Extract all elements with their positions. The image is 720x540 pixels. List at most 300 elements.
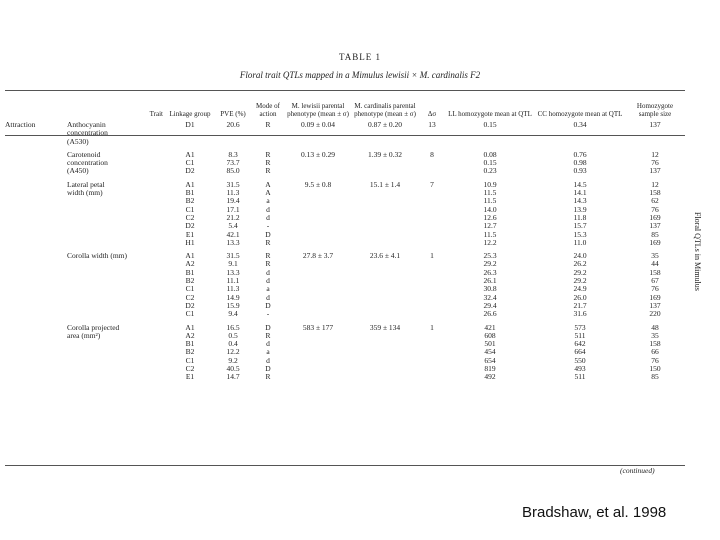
table-cell: 15.9 [226,301,240,310]
table-cell [351,357,419,365]
header-cell: M. cardinalis parental phenotype (mean ± σ) [354,102,416,118]
table-row [5,176,685,189]
header-cell: Δσ [427,110,437,118]
table-cell: C1 [185,159,195,168]
table-cell [165,129,215,137]
trait-cell [67,197,165,205]
table-cell [285,129,351,137]
table-cell: 7 [430,179,434,189]
trait-cell [67,269,165,277]
table-cell: 0.5 [228,331,238,340]
trait-cell [67,357,165,365]
category-cell [5,138,67,146]
table-row [5,294,685,302]
trait-cell: width (mm) [67,189,103,198]
table-cell: 31.5 [226,251,240,261]
category-cell [5,159,67,167]
table-cell: 137 [649,222,661,231]
table-cell [419,239,445,247]
table-cell: 9.1 [228,260,238,269]
table-cell [351,348,419,356]
trait-cell [67,294,165,302]
table-cell: 150 [649,365,661,374]
table-cell: 12.7 [483,222,497,231]
table-cell: a [266,348,270,357]
table-cell [351,197,419,205]
category-cell [5,348,67,356]
category-cell [5,302,67,310]
table-cell: d [266,340,270,349]
table-cell [285,197,351,205]
table-cell [419,159,445,167]
table-row [5,206,685,214]
table-row [5,239,685,247]
table-cell: 0.13 ± 0.29 [300,149,336,159]
table-cell [419,231,445,239]
table-cell: 359 ± 134 [369,322,401,332]
table-cell: R [265,149,271,159]
trait-cell [67,285,165,293]
table-cell: C1 [185,356,195,365]
table-cell [419,332,445,340]
table-cell: 13 [428,121,436,129]
category-cell [5,206,67,214]
table-cell: D [265,365,271,374]
table-cell: 654 [484,356,496,365]
table-row [5,214,685,222]
table-row [5,348,685,356]
table-cell [285,222,351,230]
bottom-rule [5,465,685,466]
header-cell: PVE (%) [220,110,246,118]
table-cell [351,269,419,277]
table-cell: 169 [649,238,661,247]
table-cell [285,357,351,365]
header-cell: Linkage group [169,110,211,118]
table-cell: 24.9 [573,285,587,294]
table-row [5,121,685,129]
table-cell: 11.0 [573,238,587,247]
table-cell [285,348,351,356]
table-cell [285,167,351,175]
table-cell: 11.3 [226,285,240,294]
table-cell: 32.4 [483,293,497,302]
header-cell: M. lewisii parental phenotype (mean ± σ) [287,102,349,118]
table-cell: 26.3 [483,268,497,277]
running-head: Floral QTLs in Mimulus [693,212,702,291]
table-cell: 29.2 [573,268,587,277]
table-cell: 0.15 [483,121,497,129]
table-cell [351,231,419,239]
table-row [5,319,685,332]
table-cell: 15.7 [573,222,587,231]
table-cell [535,129,625,137]
category-cell [5,239,67,247]
table-cell: R [265,167,271,176]
table-cell [285,310,351,318]
table-cell: 85 [651,373,659,382]
table-cell: D2 [185,222,195,231]
table-cell: B1 [185,268,195,277]
category-cell [5,167,67,175]
table-cell: 9.2 [228,356,238,365]
table-cell [351,159,419,167]
trait-cell [67,277,165,285]
table-cell: 11.3 [226,189,240,198]
table-cell [285,302,351,310]
table-cell: 12.6 [483,213,497,222]
table-cell: D [265,230,271,239]
table-row [5,197,685,205]
table-cell: 21.7 [573,301,587,310]
table-cell: 0.09 ± 0.04 [300,121,336,129]
table-cell: B2 [185,197,195,206]
table-cell [351,138,419,146]
table-cell [419,357,445,365]
table-cell: 42.1 [226,230,240,239]
category-cell [5,294,67,302]
table-cell [351,206,419,214]
table-cell: A [265,179,271,189]
table-cell: a [266,285,270,294]
table-cell: 0.93 [573,167,587,176]
table-cell: 25.3 [483,251,497,261]
table-cell: 14.9 [226,293,240,302]
table-cell [419,260,445,268]
table-cell: A2 [185,331,195,340]
table-cell [285,277,351,285]
table-cell [419,206,445,214]
table-cell: R [265,373,271,382]
table-cell [419,310,445,318]
table-cell: 12.2 [483,238,497,247]
table-cell: 14.3 [573,197,587,206]
table-cell: C1 [185,285,195,294]
table-cell: d [266,293,270,302]
table-cell: 0.76 [573,149,587,159]
table-row [5,247,685,260]
trait-cell [67,222,165,230]
table-cell: 8.3 [228,149,238,159]
table-cell: 66 [651,348,659,357]
table-cell: E1 [185,230,195,239]
trait-cell [67,302,165,310]
table-cell: 76 [651,159,659,168]
table-cell: 15.1 ± 1.4 [369,179,401,189]
top-rule [5,90,685,91]
table-cell [351,310,419,318]
table-cell: a [266,197,270,206]
table-cell: 67 [651,277,659,286]
table-cell [445,138,535,146]
table-cell [351,239,419,247]
table-cell [285,365,351,373]
citation: Bradshaw, et al. 1998 [522,504,667,521]
table-cell: 21.2 [226,213,240,222]
table-cell [251,138,285,146]
table-cell: 137 [649,167,661,176]
table-cell: 0.15 [483,159,497,168]
table-cell [445,129,535,137]
category-cell [5,214,67,222]
table-cell: A1 [185,179,195,189]
table-cell: 5.4 [228,222,238,231]
table-cell: 0.4 [228,340,238,349]
trait-cell [67,348,165,356]
table-cell: d [266,277,270,286]
table-row [5,373,685,381]
table-cell [351,373,419,381]
table-cell [285,138,351,146]
category-cell [5,231,67,239]
table-cell: 15.3 [573,230,587,239]
table-cell: 31.6 [573,310,587,319]
table-row [5,260,685,268]
trait-cell [67,365,165,373]
table-cell: 12 [651,149,659,159]
table-cell: 30.8 [483,285,497,294]
header-row [5,102,685,121]
table-cell: 11.8 [573,213,587,222]
table-title: TABLE 1 [338,52,382,62]
table-cell: R [265,159,271,168]
trait-cell: Lateral petal [67,179,105,189]
category-cell [5,269,67,277]
table-row [5,222,685,230]
table-cell [285,294,351,302]
table-cell: d [266,205,270,214]
table-cell [285,340,351,348]
table-cell [419,365,445,373]
table-cell: 26.2 [573,260,587,269]
trait-cell: Corolla projected [67,322,120,332]
category-cell [5,277,67,285]
continued-note: (continued) [620,466,655,475]
table-cell: 220 [649,310,661,319]
table-cell: 17.1 [226,205,240,214]
table-cell: - [266,310,270,319]
table-cell: 0.23 [483,167,497,176]
table-cell [419,222,445,230]
table-cell: 26.0 [573,293,587,302]
table-cell: 9.5 ± 0.8 [304,179,332,189]
category-cell [5,222,67,230]
trait-cell [67,373,165,381]
table-cell: 24.0 [573,251,587,261]
table-cell: 0.87 ± 0.20 [367,121,403,129]
table-cell: 12 [651,179,659,189]
table-cell [285,332,351,340]
table-row [5,269,685,277]
table-cell: 14.7 [226,373,240,382]
trait-cell [67,239,165,247]
table-cell: 12.2 [226,348,240,357]
table-cell: 169 [649,213,661,222]
table-cell: C2 [185,365,195,374]
table-cell: D2 [185,301,195,310]
header-cell: CC homozygote mean at QTL [537,110,623,118]
trait-cell [67,231,165,239]
table-cell: 13.3 [226,238,240,247]
table-cell [351,332,419,340]
table-cell: D2 [185,167,195,176]
table-cell: R [265,251,271,261]
table-cell: 10.9 [483,179,497,189]
table-cell [351,302,419,310]
table-cell: 583 ± 177 [302,322,334,332]
table-cell: R [265,121,271,129]
table-cell [351,167,419,175]
category-cell [5,332,67,340]
table-row [5,357,685,365]
table-cell [419,138,445,146]
trait-cell: (A530) [67,137,89,146]
table-cell [285,214,351,222]
table-cell [351,214,419,222]
table-cell: D [265,322,271,332]
category-cell [5,129,67,137]
table-cell: R [265,331,271,340]
table-cell: A1 [185,251,195,261]
table-cell: 76 [651,285,659,294]
table-cell: 85 [651,230,659,239]
table-cell: 511 [574,373,586,382]
table-row [5,277,685,285]
category-cell [5,365,67,373]
table-cell: C1 [185,310,195,319]
trait-cell: (A450) [67,167,89,176]
table-cell [285,285,351,293]
table-cell: B2 [185,277,195,286]
table-cell: 44 [651,260,659,269]
table-cell: H1 [185,238,195,247]
table-cell [419,129,445,137]
table-cell [285,231,351,239]
table-cell: 29.2 [483,260,497,269]
table-cell [285,239,351,247]
category-cell [5,176,67,189]
trait-cell [67,310,165,318]
table-cell: 1.39 ± 0.32 [367,149,403,159]
table-subtitle: Floral trait QTLs mapped in a Mimulus lewisii × M. cardinalis F2 [239,70,481,80]
trait-cell: area (mm²) [67,331,101,340]
category-cell [5,189,67,197]
category-cell [5,340,67,348]
table-cell [351,294,419,302]
table-cell: 454 [484,348,496,357]
table-cell: E1 [185,373,195,382]
table-cell: 0.98 [573,159,587,168]
table-cell [419,340,445,348]
category-cell [5,357,67,365]
table-cell [285,159,351,167]
table-cell: 14.0 [483,205,497,214]
table-cell [419,197,445,205]
header-cell: Mode of action [256,102,280,118]
table-cell: D1 [185,121,195,129]
table-cell [419,167,445,175]
table-cell [251,129,285,137]
table-cell: 48 [651,322,659,332]
table-cell [419,277,445,285]
table-cell: R [265,260,271,269]
table-cell [351,260,419,268]
table-cell: d [266,213,270,222]
trait-cell: concentration [67,159,108,168]
table-cell: C1 [185,205,195,214]
table-row [5,310,685,318]
table-cell [165,138,215,146]
table-cell [419,269,445,277]
qtl-table [5,102,685,382]
table-cell [351,189,419,197]
category-cell [5,260,67,268]
table-cell: 62 [651,197,659,206]
category-cell [5,373,67,381]
table-cell: 158 [649,189,661,198]
table-row [5,167,685,175]
table-row [5,365,685,373]
trait-cell: concentration [67,129,108,138]
table-cell: 511 [574,331,586,340]
table-cell: 550 [574,356,586,365]
table-cell: 29.2 [573,277,587,286]
table-cell [625,138,685,146]
table-cell: A2 [185,260,195,269]
category-cell [5,247,67,260]
table-cell: 421 [484,322,496,332]
table-cell [625,129,685,137]
table-cell: 76 [651,356,659,365]
table-cell [215,129,251,137]
table-cell: 14.5 [573,179,587,189]
table-cell: 137 [649,121,661,129]
table-cell: 1 [430,322,434,332]
table-cell: 19.4 [226,197,240,206]
table-cell: C2 [185,293,195,302]
table-cell: 27.8 ± 3.7 [302,251,334,261]
table-cell: 664 [574,348,586,357]
table-row [5,129,685,137]
table-row [5,302,685,310]
table-cell: d [266,268,270,277]
table-cell [285,269,351,277]
category-cell: Attraction [5,121,36,129]
table-cell: 35 [651,251,659,261]
table-cell: d [266,356,270,365]
table-cell [419,373,445,381]
trait-cell [67,206,165,214]
table-cell: 819 [484,365,496,374]
table-cell: 16.5 [226,322,240,332]
table-cell [351,285,419,293]
table-cell: 608 [484,331,496,340]
table-cell: B2 [185,348,195,357]
table-cell: 85.0 [226,167,240,176]
table-cell: 0.08 [483,149,497,159]
table-cell: B1 [185,189,195,198]
table-cell: 137 [649,301,661,310]
table-cell [419,348,445,356]
header-cell: LL homozygote mean at QTL [448,110,532,118]
table-row [5,146,685,159]
trait-cell [67,214,165,222]
category-cell [5,310,67,318]
table-cell: 11.5 [483,197,497,206]
table-cell [285,206,351,214]
table-cell [351,222,419,230]
category-cell [5,285,67,293]
